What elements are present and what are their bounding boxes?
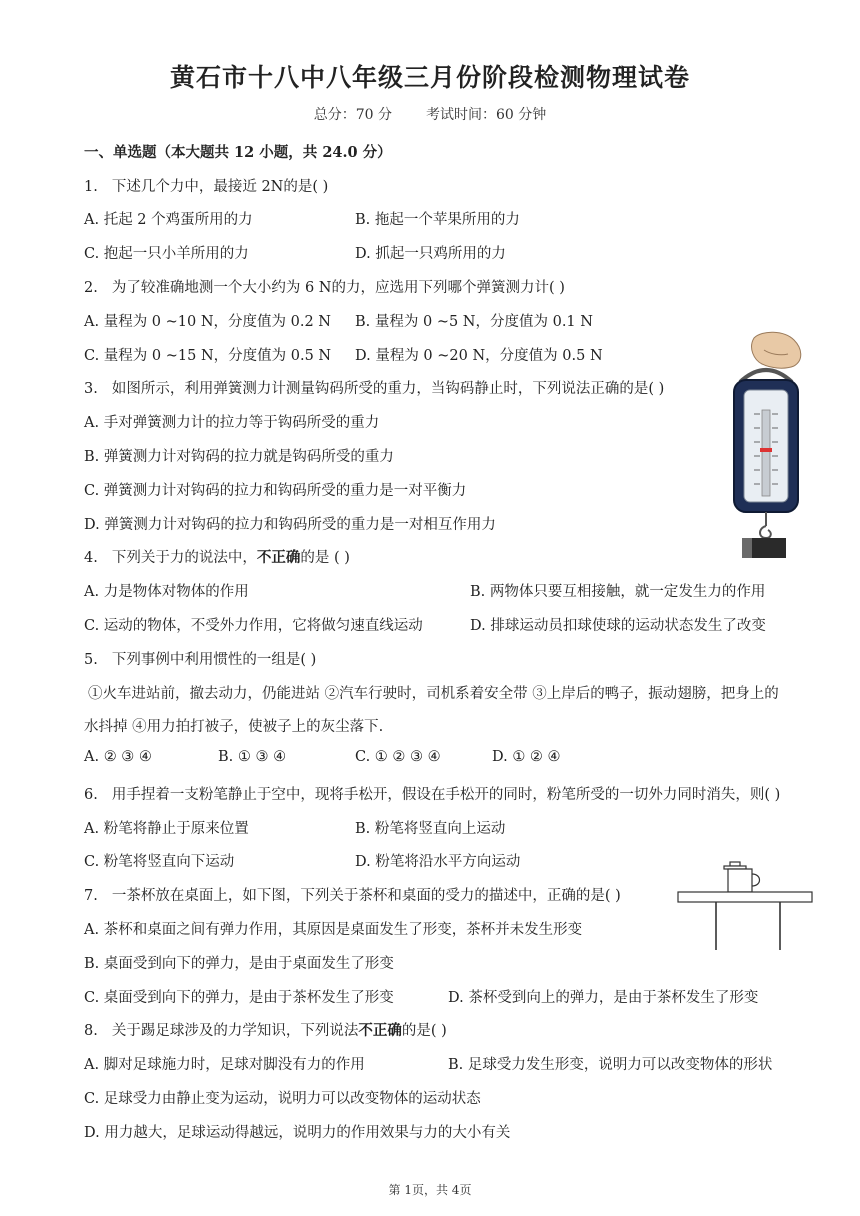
question-2: 2. 为了较准确地测一个大小约为 6 N的力，应选用下列哪个弹簧测力计( ) — [84, 280, 565, 296]
q1-option-c: C. 抱起一只小羊所用的力 — [84, 246, 249, 262]
q5-option-d: D. ① ② ④ — [492, 749, 561, 765]
q8-option-d: D. 用力越大，足球运动得越远，说明力的作用效果与力的大小有关 — [84, 1125, 511, 1141]
total-score: 总分：70 分 — [313, 107, 392, 123]
q5-body-line-2: 水抖掉 ④用力拍打被子，使被子上的灰尘落下. — [84, 719, 384, 735]
q5-option-b: B. ① ③ ④ — [218, 749, 287, 765]
q6-option-a: A. 粉笔将静止于原来位置 — [84, 821, 249, 837]
q1-option-a: A. 托起 2 个鸡蛋所用的力 — [84, 212, 253, 228]
q8-option-c: C. 足球受力由静止变为运动，说明力可以改变物体的运动状态 — [84, 1091, 481, 1107]
exam-title: 黄石市十八中八年级三月份阶段检测物理试卷 — [169, 63, 690, 92]
q3-option-a: A. 手对弹簧测力计的拉力等于钩码所受的重力 — [84, 415, 380, 431]
q4-option-a: A. 力是物体对物体的作用 — [84, 584, 249, 600]
q3-option-d: D. 弹簧测力计对钩码的拉力和钩码所受的重力是一对相互作用力 — [84, 517, 496, 533]
section-heading: 一、单选题（本大题共 12 小题，共 24.0 分） — [84, 144, 392, 161]
q7-option-a: A. 茶杯和桌面之间有弹力作用，其原因是桌面发生了形变，茶杯并未发生形变 — [84, 922, 583, 938]
q2-option-d: D. 量程为 0 ~20 N，分度值为 0.5 N — [355, 348, 603, 364]
q4-option-d: D. 排球运动员扣球使球的运动状态发生了改变 — [470, 618, 766, 634]
question-8: 8. 关于踢足球涉及的力学知识，下列说法不正确的是( ) — [84, 1022, 447, 1039]
question-1: 1. 下述几个力中，最接近 2N的是( ) — [84, 179, 329, 195]
q2-option-c: C. 量程为 0 ~15 N，分度值为 0.5 N — [84, 348, 332, 364]
question-7: 7. 一茶杯放在桌面上，如下图，下列关于茶杯和桌面的受力的描述中，正确的是( ) — [84, 888, 621, 904]
question-4: 4. 下列关于力的说法中，不正确的是 ( ) — [84, 549, 350, 566]
table-cup-figure — [676, 860, 814, 952]
exam-meta — [0, 104, 860, 124]
q6-option-d: D. 粉笔将沿水平方向运动 — [355, 854, 521, 870]
q7-option-b: B. 桌面受到向下的弹力，是由于桌面发生了形变 — [84, 956, 394, 972]
q2-option-b: B. 量程为 0 ~5 N，分度值为 0.1 N — [355, 314, 593, 330]
q8-option-a: A. 脚对足球施力时，足球对脚没有力的作用 — [84, 1057, 365, 1073]
q7-option-c: C. 桌面受到向下的弹力，是由于茶杯发生了形变 — [84, 990, 394, 1006]
q2-option-a: A. 量程为 0 ~10 N，分度值为 0.2 N — [84, 314, 331, 330]
page-footer: 第 1页，共 4页 — [388, 1183, 472, 1197]
question-3: 3. 如图所示，利用弹簧测力计测量钩码所受的重力，当钩码静止时，下列说法正确的是( ) — [84, 381, 665, 397]
q4-option-c: C. 运动的物体，不受外力作用，它将做匀速直线运动 — [84, 618, 423, 634]
exam-time: 考试时间：60 分钟 — [426, 107, 547, 123]
q6-option-c: C. 粉笔将竖直向下运动 — [84, 854, 235, 870]
q5-option-a: A. ② ③ ④ — [84, 749, 152, 765]
q8-option-b: B. 足球受力发生形变，说明力可以改变物体的形状 — [448, 1057, 773, 1073]
q1-option-b: B. 拖起一个苹果所用的力 — [355, 212, 520, 228]
spring-scale-figure — [724, 330, 808, 560]
q4-option-b: B. 两物体只要互相接触，就一定发生力的作用 — [470, 584, 766, 600]
question-5: 5. 下列事例中利用惯性的一组是( ) — [84, 652, 317, 668]
q3-option-b: B. 弹簧测力计对钩码的拉力就是钩码所受的重力 — [84, 449, 394, 465]
q6-option-b: B. 粉笔将竖直向上运动 — [355, 821, 506, 837]
question-6: 6. 用手捏着一支粉笔静止于空中，现将手松开，假设在手松开的同时，粉笔所受的一切外力同时消失，则( ) — [84, 787, 781, 803]
q5-body-line-1: ①火车进站前，撤去动力，仍能进站 ②汽车行驶时，司机系着安全带 ③上岸后的鸭子，振动翅膀，把身上的 — [88, 686, 779, 702]
q3-option-c: C. 弹簧测力计对钩码的拉力和钩码所受的重力是一对平衡力 — [84, 483, 467, 499]
q1-option-d: D. 抓起一只鸡所用的力 — [355, 246, 506, 262]
q7-option-d: D. 茶杯受到向上的弹力，是由于茶杯发生了形变 — [448, 990, 759, 1006]
q5-option-c: C. ① ② ③ ④ — [355, 749, 441, 765]
